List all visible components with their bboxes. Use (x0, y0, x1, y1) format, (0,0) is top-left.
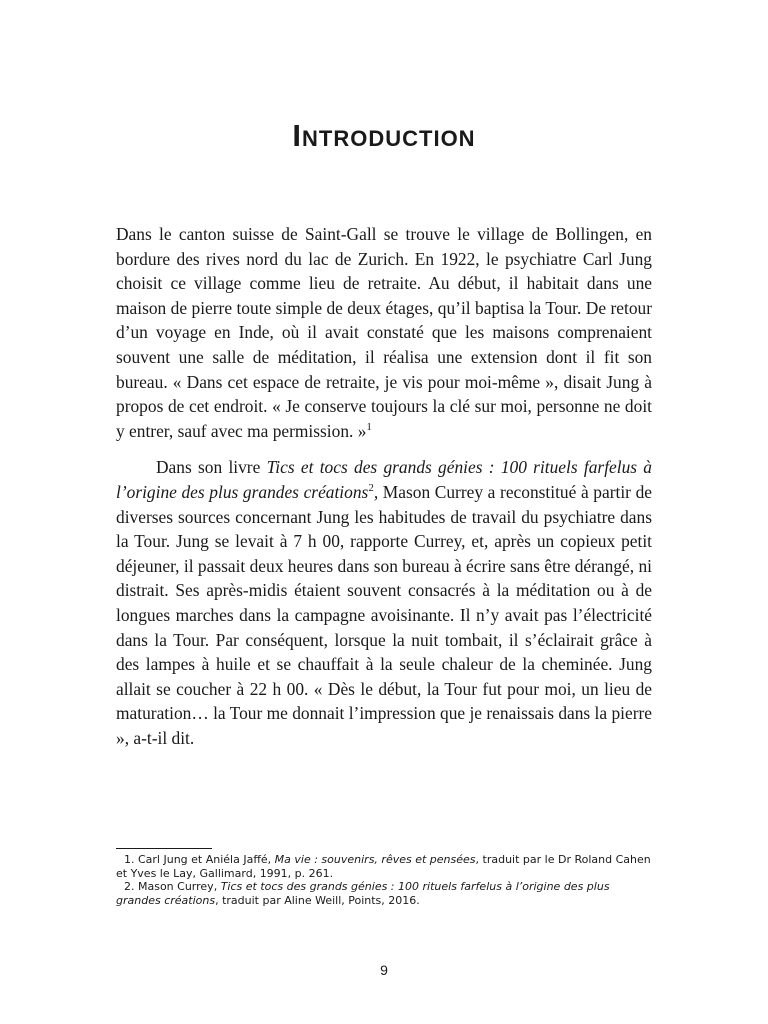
footnote-1-prefix: 1. Carl Jung et Aniéla Jaffé, (124, 853, 275, 866)
footnote-1-title: Ma vie : souvenirs, rêves et pensées (274, 853, 476, 866)
page-number: 9 (380, 962, 388, 978)
footnote-1-suffix: , traduit par le Dr Roland Cahen et Yves le Lay, Gallimard, 1991, p. 261. (116, 853, 651, 880)
paragraph-1 (116, 222, 652, 443)
footnote-1 (116, 853, 656, 880)
footnote-ref-1[interactable]: 1 (366, 420, 372, 433)
footnote-separator (116, 848, 212, 849)
book-title-comma: , (373, 481, 379, 502)
paragraph-2-text: Mason Currey a reconstitué à partir de diverses sources concernant Jung les habitudes de travail du psychiatre dans la Tour. Jung se levait à 7 h 00, rapporte Currey, et, après un copieux petit déjeuner, il passait deux heures dans son bureau à écrire sans être dérangé, ni distrait. Ses après-midis étaient souvent consacrés à la méditation ou à de longues marches dans la campagne avoisinante. Il n’y avait pas l’électricité dans la Tour. Par conséquent, lorsque la nuit tombait, il s’éclairait grâce à des lampes à huile et se chauffait à la seule chaleur de la cheminée. Jung allait se coucher à 22 h 00. « Dès le début, la Tour fut pour moi, un lieu de maturation… la Tour me donnait l’impression que je renaissais dans la pierre », a-t-il dit. (116, 481, 653, 748)
paragraph-2 (116, 455, 652, 750)
footnote-2-prefix: 2. Mason Currey, (124, 880, 221, 894)
footnote-2-title: Tics et tocs des grands génies : 100 rituels farfelus à l’origine des plus grandes créations (116, 880, 610, 907)
book-title: Tics et tocs des grands génies : 100 rituels farfelus à l’origine des plus grandes créations (116, 457, 653, 502)
body-text (116, 222, 652, 750)
paragraph-2-lead: Dans son livre (156, 457, 267, 478)
footnote-2 (116, 880, 656, 907)
footnotes (116, 853, 656, 907)
chapter-title: Introduction (292, 118, 476, 153)
footnote-2-suffix: , traduit par Aline Weill, Points, 2016. (215, 893, 420, 907)
footnote-ref-2[interactable]: 2 (368, 482, 374, 495)
paragraph-1-text: Dans le canton suisse de Saint-Gall se trouve le village de Bollingen, en bordure des rives nord du lac de Zurich. En 1922, le psychiatre Carl Jung choisit ce village comme lieu de retraite. Au début, il habitait dans une maison de pierre toute simple de deux étages, qu’il baptisa la Tour. De retour d’un voyage en Inde, où il avait constaté que les maisons comprenaient souvent une salle de méditation, il réalisa une extension dont il fit son bureau. « Dans cet espace de retraite, je vis pour moi-même », disait Jung à propos de cet endroit. « Je conserve toujours la clé sur moi, personne ne doit y entrer, sauf avec ma permission. » (116, 224, 652, 441)
